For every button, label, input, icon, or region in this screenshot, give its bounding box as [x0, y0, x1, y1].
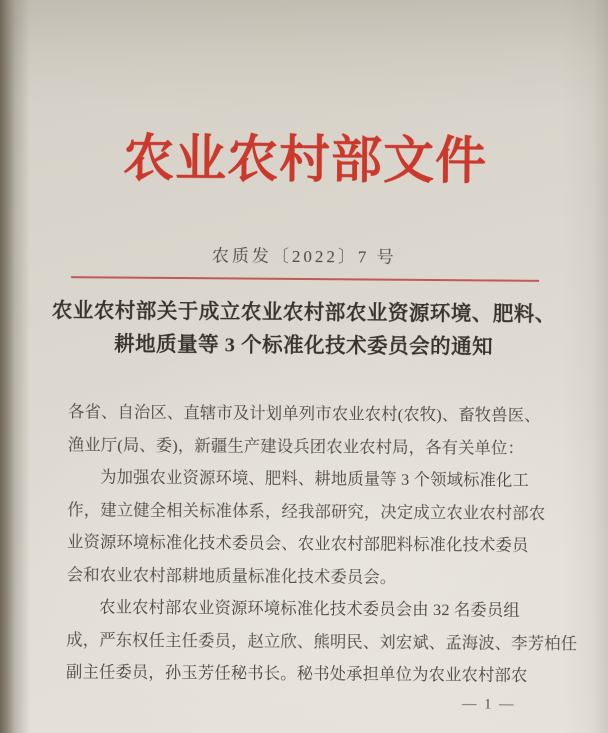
doc-number: 农质发〔2022〕7 号	[211, 246, 397, 267]
body-paragraphs	[65, 396, 578, 692]
paragraph	[68, 396, 546, 465]
red-separator-line	[71, 276, 539, 282]
document-title-line: 耕地质量等 3 个标准化技术委员会的通知	[114, 333, 494, 359]
document-title-line: 农业农村部关于成立农业农村部农业资源环境、肥料、	[51, 300, 556, 326]
paragraph	[65, 591, 578, 692]
text-line: 成，严东权任主任委员，赵立欣、熊明民、刘宏斌、孟海波、李芳柏任	[66, 629, 578, 653]
paragraph	[67, 461, 546, 595]
text-line: 渔业厅(局、委)，新疆生产建设兵团农业农村局，各有关单位：	[67, 434, 525, 458]
page-number: — 1 —	[461, 696, 516, 713]
text-line: 作，建立健全相关标准体系，经我部研究，决定成立农业农村部农	[67, 499, 546, 523]
text-line: 业资源环境标准化技术委员会、农业农村部肥料标准化技术委员	[66, 532, 529, 555]
text-line: 为加强农业资源环境、肥料、耕地质量等 3 个领域标准化工	[100, 467, 530, 490]
document-title	[29, 295, 578, 365]
document-header: 农业农村部文件	[122, 131, 488, 191]
text-line: 会和农业农村部耕地质量标准化技术委员会。	[66, 564, 397, 587]
text-line: 各省、自治区、直辖市及计划单列市农业农村(农牧)、畜牧兽医、	[67, 402, 541, 425]
text-line: 农业农村部农业资源环境标准化技术委员会由 32 名委员组	[99, 597, 520, 620]
text-line: 副主任委员，孙玉芳任秘书长。秘书处承担单位为农业农村部农	[65, 662, 528, 685]
